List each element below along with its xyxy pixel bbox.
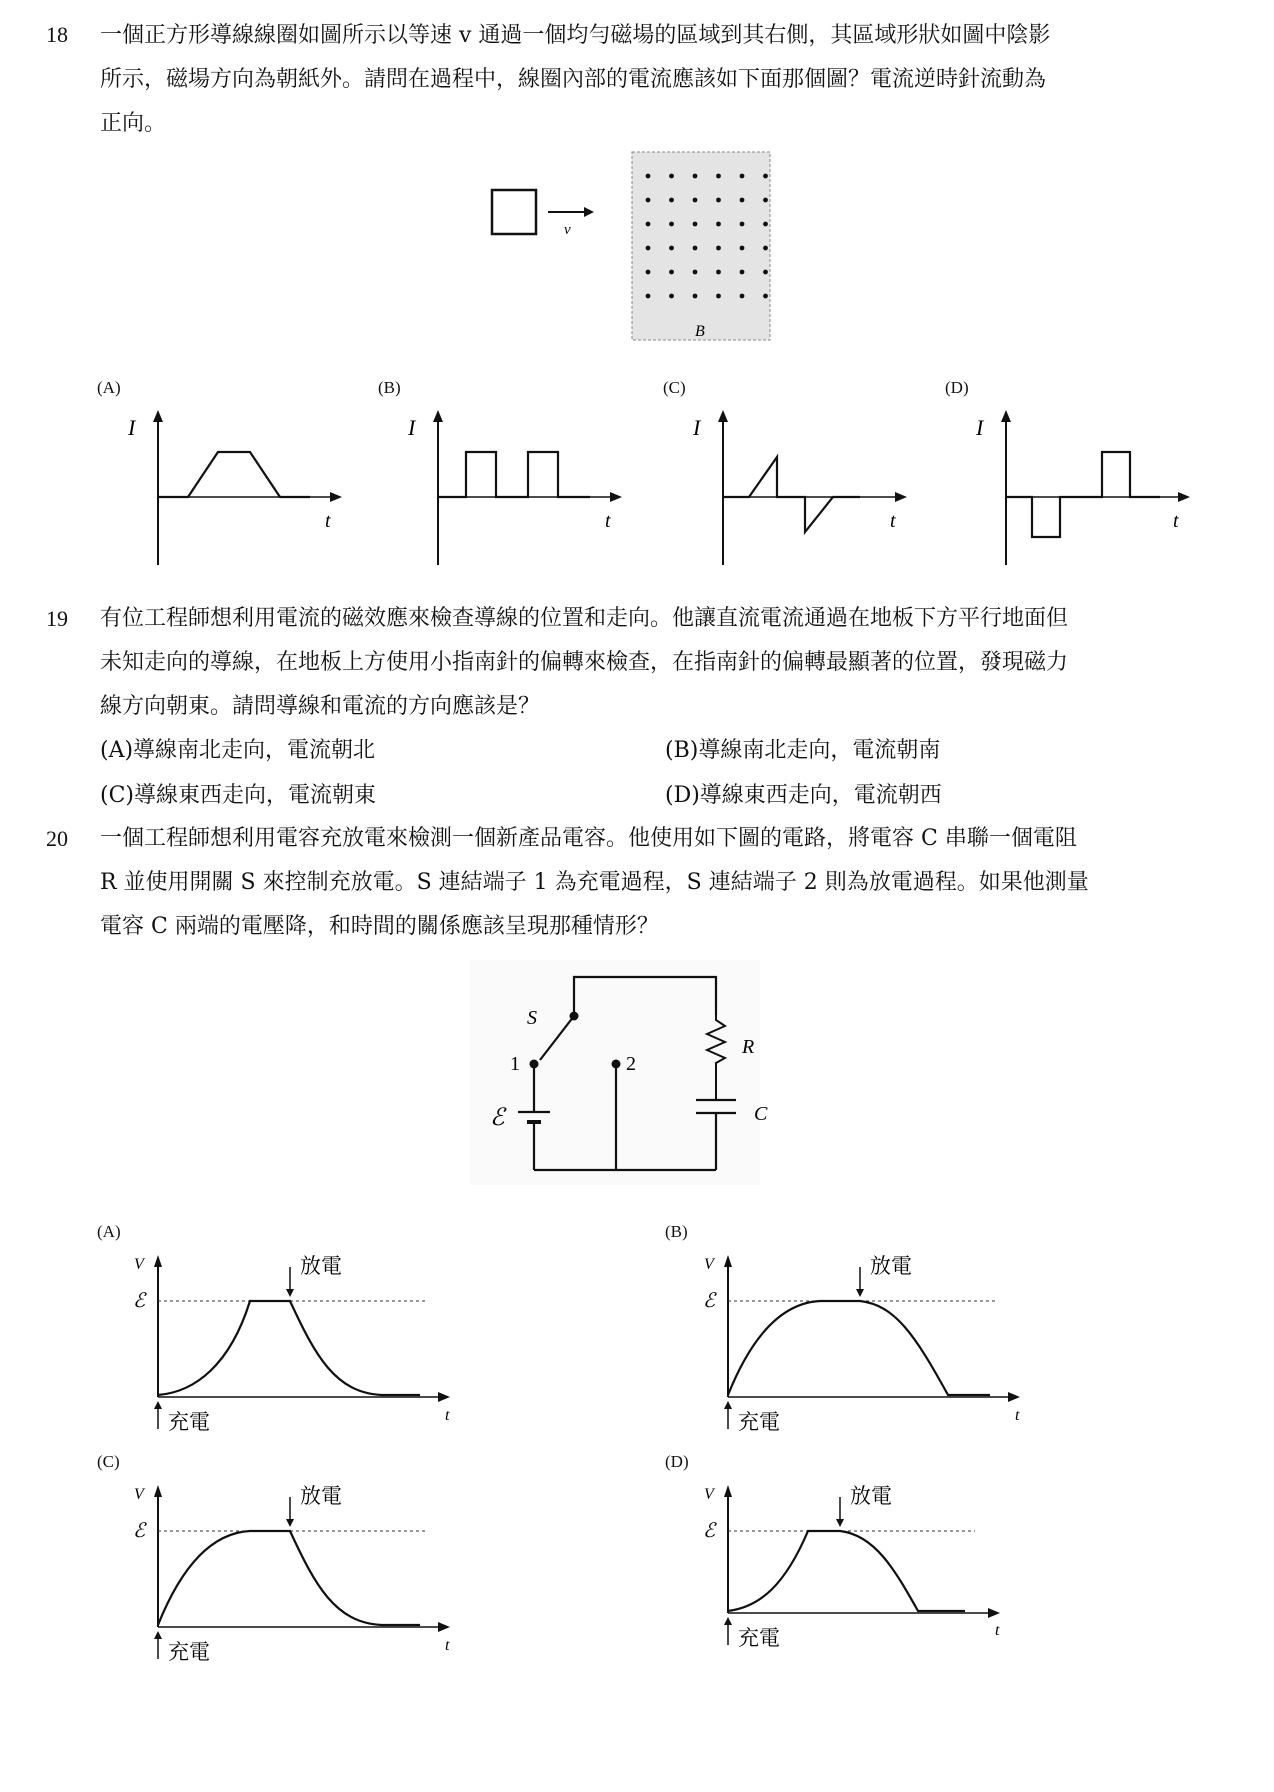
charge-arrowhead: [154, 1401, 162, 1409]
x-axis-arrowhead: [438, 1622, 450, 1632]
field-dot: [669, 198, 674, 203]
y-axis-arrowhead: [724, 1485, 732, 1497]
question-20-number: 20: [46, 826, 68, 851]
question-18-number: 18: [46, 22, 68, 47]
field-dot: [669, 222, 674, 227]
question-18-line-2: 所示，磁場方向為朝紙外。請問在過程中，線圈內部的電流應該如下面那個圖？電流逆時針流動為: [100, 67, 1047, 92]
charge-arrowhead: [154, 1631, 162, 1639]
field-dot: [693, 174, 698, 179]
charge-arrowhead: [724, 1617, 732, 1625]
question-20-line-3: 電容 C 兩端的電壓降，和時間的關係應該呈現那種情形？: [100, 914, 659, 939]
y-axis-label: V: [134, 1256, 144, 1273]
charge-label: 充電: [168, 1410, 210, 1434]
voltage-curve: [158, 1531, 420, 1625]
emf-level-label: ℰ: [133, 1290, 146, 1312]
coil-field-figure: [480, 148, 800, 348]
voltage-curve: [728, 1531, 965, 1611]
magnetic-field-region: [632, 152, 770, 340]
square-coil: [492, 190, 536, 234]
q19-choice-c[interactable]: (C)導線東西走向，電流朝東: [100, 783, 376, 808]
question-19-text: [100, 597, 1230, 729]
discharge-arrowhead: [856, 1289, 864, 1297]
charge-label: 充電: [738, 1626, 780, 1650]
q20-option-a-label[interactable]: (A): [97, 1222, 121, 1241]
discharge-label: 放電: [870, 1254, 912, 1278]
q20-option-a-graph[interactable]: [120, 1245, 460, 1435]
q18-option-a-graph[interactable]: [120, 405, 350, 575]
q18-option-c-graph[interactable]: [685, 405, 915, 575]
y-axis-label: V: [704, 1486, 714, 1503]
voltage-curve: [158, 1301, 420, 1395]
x-axis-arrowhead: [1178, 492, 1190, 502]
q18-option-d-graph[interactable]: [968, 405, 1198, 575]
current-curve: [438, 452, 590, 497]
question-18-text: [100, 14, 1230, 146]
question-20-text: [100, 817, 1230, 949]
q20-option-d-label[interactable]: (D): [665, 1452, 689, 1471]
q18-option-b-label[interactable]: (B): [378, 378, 401, 397]
field-dot: [669, 174, 674, 179]
field-dot: [716, 198, 721, 203]
field-dot: [763, 222, 768, 227]
y-axis-arrowhead: [154, 1255, 162, 1267]
q20-option-d-graph[interactable]: [690, 1475, 1030, 1665]
emf-level-label: ℰ: [703, 1290, 716, 1312]
question-19-line-1: 有位工程師想利用電流的磁效應來檢查導線的位置和走向。他讓直流電流通過在地板下方平行地面但: [100, 606, 1069, 631]
field-dot: [740, 246, 745, 251]
field-dot: [740, 294, 745, 299]
x-axis-label: t: [605, 510, 611, 532]
field-dot: [763, 246, 768, 251]
discharge-arrowhead: [836, 1519, 844, 1527]
field-dot: [716, 246, 721, 251]
question-19-line-3: 線方向朝東。請問導線和電流的方向應該是？: [100, 694, 541, 719]
field-dot: [763, 294, 768, 299]
field-dot: [740, 270, 745, 275]
y-axis-label: I: [693, 415, 701, 440]
emf-label: ℰ: [490, 1105, 505, 1131]
field-dot: [669, 294, 674, 299]
current-curve: [723, 457, 860, 532]
field-dot: [646, 222, 651, 227]
field-dot: [646, 270, 651, 275]
field-dot: [646, 198, 651, 203]
field-dot: [646, 246, 651, 251]
q18-option-c-label[interactable]: (C): [663, 378, 686, 397]
velocity-arrowhead: [584, 207, 594, 217]
resistor-label: R: [742, 1036, 755, 1058]
discharge-arrowhead: [286, 1519, 294, 1527]
field-dot: [646, 174, 651, 179]
current-curve: [1006, 452, 1160, 537]
field-dot: [716, 270, 721, 275]
field-dot: [693, 198, 698, 203]
y-axis-label: V: [704, 1256, 714, 1273]
q20-option-b-graph[interactable]: [690, 1245, 1030, 1435]
question-18-line-3: 正向。: [100, 111, 167, 136]
q20-option-b-label[interactable]: (B): [665, 1222, 688, 1241]
discharge-label: 放電: [300, 1484, 342, 1508]
y-axis-arrowhead: [724, 1255, 732, 1267]
field-dot: [669, 246, 674, 251]
question-20-line-1: 一個工程師想利用電容充放電來檢測一個新產品電容。他使用如下圖的電路，將電容 C 串聯一個電阻: [100, 826, 1077, 851]
emf-level-label: ℰ: [133, 1520, 146, 1542]
field-dot: [693, 246, 698, 251]
x-axis-arrowhead: [988, 1608, 1000, 1618]
question-19-line-2: 未知走向的導線，在地板上方使用小指南針的偏轉來檢查，在指南針的偏轉最顯著的位置，發現磁力: [100, 650, 1069, 675]
current-curve: [158, 452, 310, 497]
charge-arrowhead: [724, 1401, 732, 1409]
x-axis-arrowhead: [895, 492, 907, 502]
q19-choice-d[interactable]: (D)導線東西走向，電流朝西: [665, 783, 942, 808]
rc-circuit-diagram: [470, 960, 770, 1190]
discharge-arrowhead: [286, 1289, 294, 1297]
q18-option-b-graph[interactable]: [400, 405, 630, 575]
q20-option-c-graph[interactable]: [120, 1475, 460, 1665]
discharge-label: 放電: [300, 1254, 342, 1278]
y-axis-label: I: [408, 415, 416, 440]
field-dot: [693, 270, 698, 275]
y-axis-label: V: [134, 1486, 144, 1503]
x-axis-arrowhead: [1008, 1392, 1020, 1402]
x-axis-label: t: [445, 1407, 450, 1424]
question-18-line-1: 一個正方形導線線圈如圖所示以等速 v 通過一個均勻磁場的區域到其右側，其區域形狀如圖中陰影: [100, 23, 1051, 48]
field-dot: [693, 294, 698, 299]
voltage-curve: [728, 1301, 990, 1395]
y-axis-arrowhead: [1001, 410, 1011, 422]
field-dot: [716, 222, 721, 227]
q18-option-d-label[interactable]: (D): [945, 378, 969, 397]
x-axis-arrowhead: [330, 492, 342, 502]
field-dot: [716, 294, 721, 299]
charge-label: 充電: [738, 1410, 780, 1434]
x-axis-arrowhead: [438, 1392, 450, 1402]
y-axis-arrowhead: [433, 410, 443, 422]
x-axis-label: t: [1015, 1407, 1020, 1424]
field-dot: [693, 222, 698, 227]
switch-label: S: [527, 1007, 537, 1029]
charge-label: 充電: [168, 1640, 210, 1664]
field-dot: [646, 294, 651, 299]
terminal-2-label: 2: [626, 1053, 636, 1075]
x-axis-label: t: [995, 1622, 1000, 1639]
field-dot: [763, 174, 768, 179]
y-axis-label: I: [128, 415, 136, 440]
q19-choice-b[interactable]: (B)導線南北走向，電流朝南: [665, 738, 941, 763]
y-axis-label: I: [976, 415, 984, 440]
field-dot: [740, 174, 745, 179]
question-19-number: 19: [46, 606, 68, 631]
field-dot: [740, 198, 745, 203]
q20-option-c-label[interactable]: (C): [97, 1452, 120, 1471]
field-dot: [763, 198, 768, 203]
y-axis-arrowhead: [718, 410, 728, 422]
field-dot: [669, 270, 674, 275]
x-axis-arrowhead: [610, 492, 622, 502]
x-axis-label: t: [1173, 510, 1179, 532]
field-dot: [716, 174, 721, 179]
x-axis-label: t: [890, 510, 896, 532]
x-axis-label: t: [445, 1637, 450, 1654]
q18-option-a-label[interactable]: (A): [97, 378, 121, 397]
discharge-label: 放電: [850, 1484, 892, 1508]
y-axis-arrowhead: [154, 1485, 162, 1497]
emf-level-label: ℰ: [703, 1520, 716, 1542]
capacitor-label: C: [754, 1103, 768, 1125]
field-dot: [763, 270, 768, 275]
terminal-1-label: 1: [510, 1053, 520, 1075]
x-axis-label: t: [325, 510, 331, 532]
question-20-line-2: R 並使用開關 S 來控制充放電。S 連結端子 1 為充電過程，S 連結端子 2 則為放電過程。如果他測量: [100, 870, 1089, 895]
velocity-label: v: [564, 222, 571, 238]
y-axis-arrowhead: [153, 410, 163, 422]
field-dot: [740, 222, 745, 227]
field-label: B: [695, 323, 705, 340]
q19-choice-a[interactable]: (A)導線南北走向，電流朝北: [100, 738, 376, 763]
